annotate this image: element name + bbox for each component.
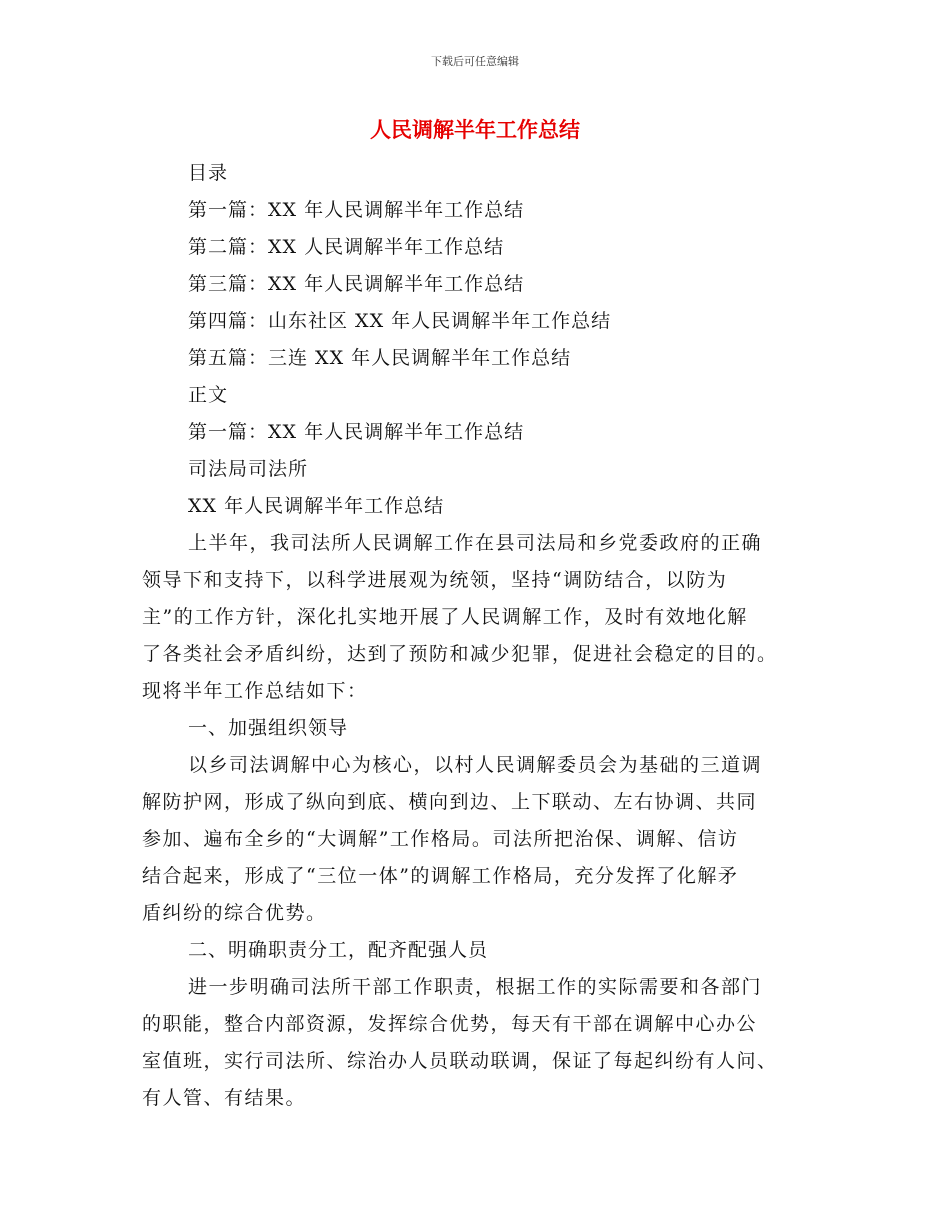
toc-line: 目录 bbox=[188, 162, 229, 184]
document-title: 人民调解半年工作总结 bbox=[370, 118, 580, 142]
paragraph-line: 盾纠纷的综合优势。 bbox=[142, 902, 327, 924]
paragraph-line: 的职能，整合内部资源，发挥综合优势，每天有干部在调解中心办公 bbox=[142, 1013, 758, 1035]
toc-line: 正文 bbox=[188, 384, 229, 406]
paragraph-line: 有人管、有结果。 bbox=[142, 1087, 307, 1109]
paragraph-line: 参加、遍布全乡的“大调解”工作格局。司法所把治保、调解、信访 bbox=[142, 828, 739, 850]
toc-line: 第二篇：XX 人民调解半年工作总结 bbox=[188, 236, 505, 258]
paragraph-line: 主”的工作方针，深化扎实地开展了人民调解工作，及时有效地化解 bbox=[142, 606, 748, 628]
header-note: 下载后可任意编辑 bbox=[431, 55, 519, 68]
paragraph-line: 领导下和支持下，以科学进展观为统领，坚持“调防结合，以防为 bbox=[142, 569, 728, 591]
section-heading: 二、明确职责分工，配齐配强人员 bbox=[188, 939, 489, 961]
paragraph-line: 上半年，我司法所人民调解工作在县司法局和乡党委政府的正确 bbox=[188, 532, 763, 554]
paragraph-line: 解防护网，形成了纵向到底、横向到边、上下联动、左右协调、共同 bbox=[142, 791, 758, 813]
toc-line: 第五篇：三连 XX 年人民调解半年工作总结 bbox=[188, 347, 572, 369]
toc-line: 第一篇：XX 年人民调解半年工作总结 bbox=[188, 199, 525, 221]
paragraph-line: 结合起来，形成了“三位一体”的调解工作格局，充分发挥了化解矛 bbox=[142, 865, 739, 887]
toc-line: XX 年人民调解半年工作总结 bbox=[188, 495, 445, 517]
toc-line: 第三篇：XX 年人民调解半年工作总结 bbox=[188, 273, 525, 295]
toc-line: 司法局司法所 bbox=[188, 458, 309, 480]
paragraph-line: 了各类社会矛盾纠纷，达到了预防和减少犯罪，促进社会稳定的目的。 bbox=[142, 643, 778, 665]
paragraph-line: 进一步明确司法所干部工作职责，根据工作的实际需要和各部门 bbox=[188, 976, 763, 998]
section-heading: 一、加强组织领导 bbox=[188, 717, 349, 739]
document-body bbox=[142, 155, 810, 1117]
paragraph-line: 现将半年工作总结如下： bbox=[142, 680, 368, 702]
paragraph-line: 以乡司法调解中心为核心，以村人民调解委员会为基础的三道调 bbox=[188, 754, 763, 776]
toc-line: 第一篇：XX 年人民调解半年工作总结 bbox=[188, 421, 525, 443]
paragraph-line: 室值班，实行司法所、综治办人员联动联调，保证了每起纠纷有人问、 bbox=[142, 1050, 778, 1072]
toc-line: 第四篇：山东社区 XX 年人民调解半年工作总结 bbox=[188, 310, 612, 332]
